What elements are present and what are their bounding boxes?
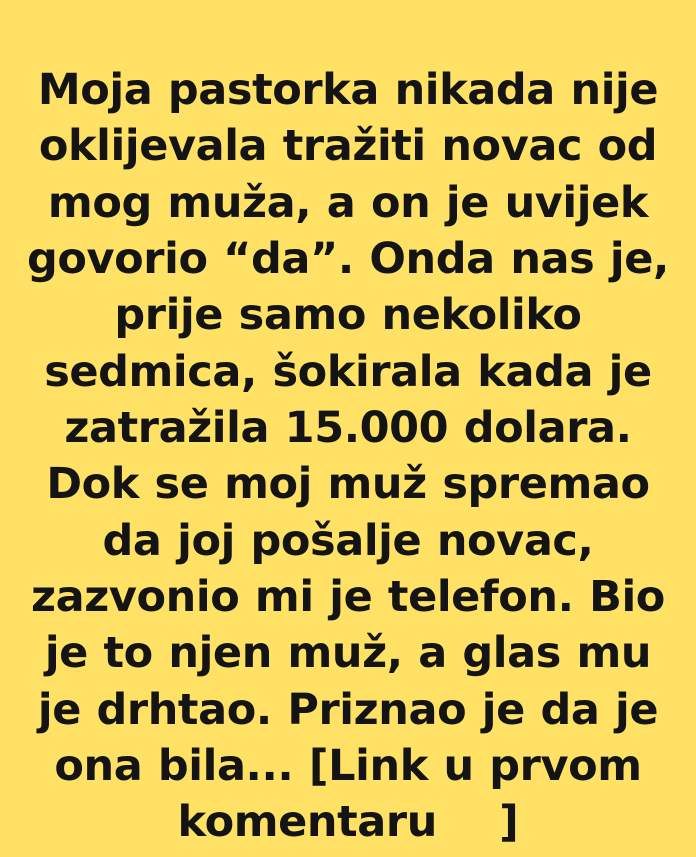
quote-body-text: Moja pastorka nikada nije oklijevala tražiti novac od mog muža, a on je uvijek govorio “da”. Onda nas je, prije samo nekoliko sedmica, šokirala kada je zatražila 15.000 dolara. Dok se moj muž spremao da joj pošalje novac, zazvonio mi je telefon. Bio je to njen muž, a glas mu je drhtao. Priznao je da je ona bila... [Link u prvom komentaru ] [27, 65, 685, 848]
